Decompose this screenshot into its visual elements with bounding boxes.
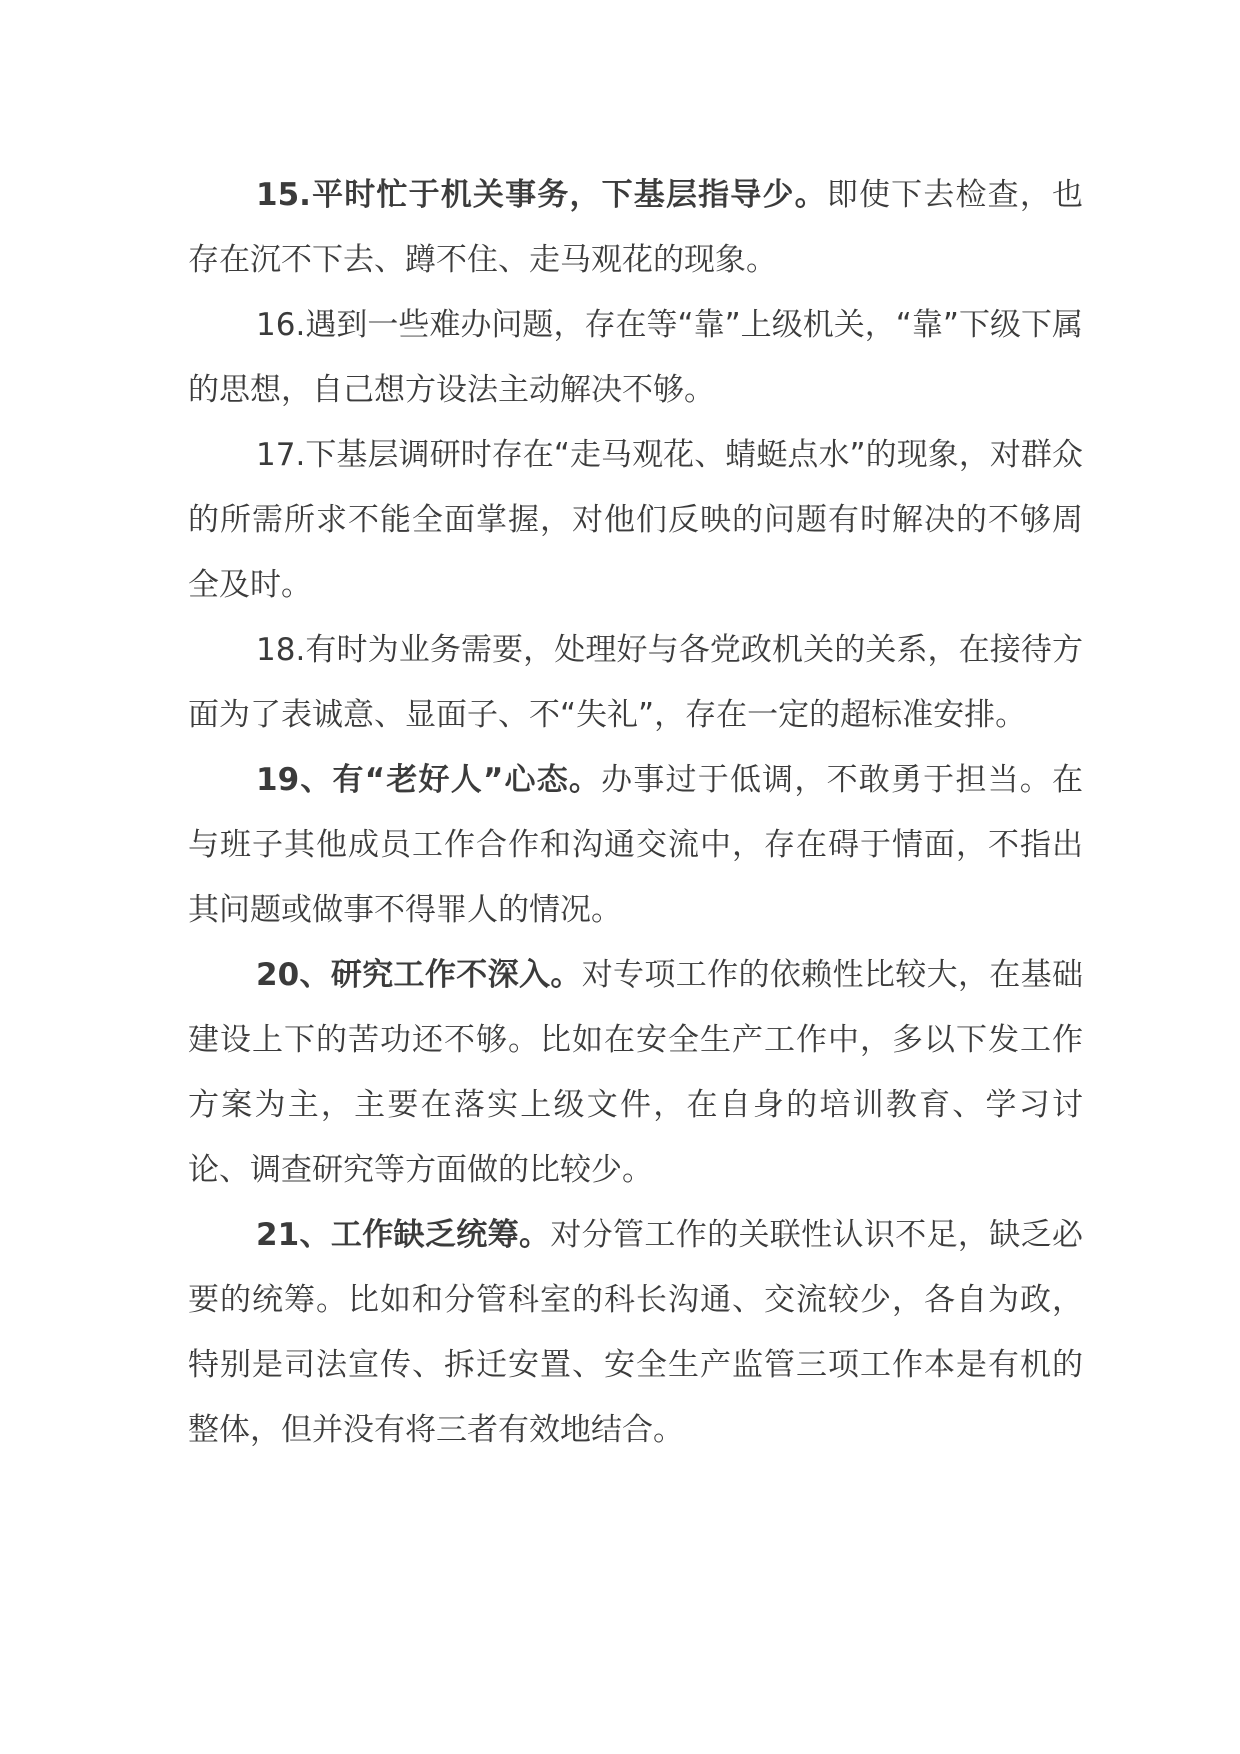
- paragraph-text: 即使下去检查，也存在沉不下去、蹲不住、走马观花的现象。: [188, 177, 1084, 278]
- paragraph-text: 16.遇到一些难办问题，存在等“靠”上级机关，“靠”下级下属的思想，自己想方设法主动解决不够。: [188, 307, 1083, 408]
- paragraph-19: [188, 748, 1083, 943]
- paragraph-17: [188, 423, 1083, 618]
- document-page: [188, 163, 1083, 1463]
- paragraph-heading: 20、研究工作不深入。: [256, 957, 582, 993]
- paragraph-18: [188, 618, 1083, 748]
- paragraph-15: [188, 163, 1083, 293]
- paragraph-text: 对专项工作的依赖性比较大，在基础建设上下的苦功还不够。比如在安全生产工作中，多以下发工作方案为主，主要在落实上级文件，在自身的培训教育、学习讨论、调查研究等方面做的比较少。: [188, 957, 1084, 1188]
- paragraph-heading: 19、有“老好人”心态。: [256, 762, 602, 798]
- paragraph-heading: 21、工作缺乏统筹。: [256, 1217, 551, 1253]
- paragraph-text: 17.下基层调研时存在“走马观花、蜻蜓点水”的现象，对群众的所需所求不能全面掌握，对他们反映的问题有时解决的不够周全及时。: [188, 437, 1083, 603]
- paragraph-21: [188, 1203, 1083, 1463]
- paragraph-16: [188, 293, 1083, 423]
- paragraph-text: 对分管工作的关联性认识不足，缺乏必要的统筹。比如和分管科室的科长沟通、交流较少，各自为政，特别是司法宣传、拆迁安置、安全生产监管三项工作本是有机的整体，但并没有将三者有效地结合。: [188, 1217, 1083, 1448]
- paragraph-20: [188, 943, 1083, 1203]
- paragraph-text: 办事过于低调，不敢勇于担当。在与班子其他成员工作合作和沟通交流中，存在碍于情面，不指出其问题或做事不得罪人的情况。: [188, 762, 1084, 928]
- paragraph-text: 18.有时为业务需要，处理好与各党政机关的关系，在接待方面为了表诚意、显面子、不“失礼”，存在一定的超标准安排。: [188, 632, 1083, 733]
- paragraph-heading: 15.平时忙于机关事务，下基层指导少。: [256, 177, 827, 213]
